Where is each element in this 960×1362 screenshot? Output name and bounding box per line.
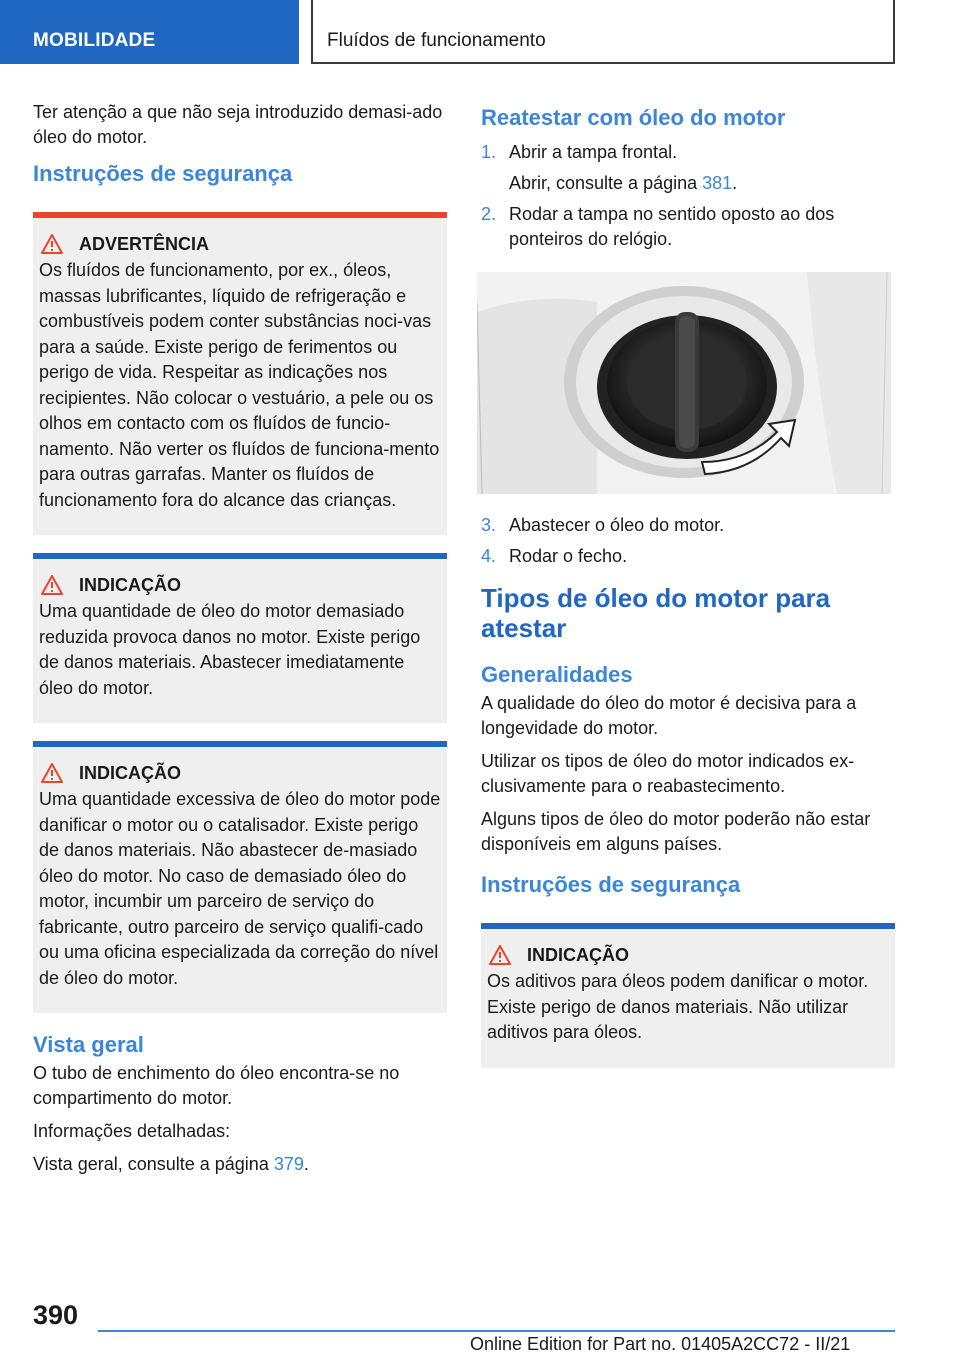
overview-text: O tubo de enchimento do óleo encontra-se no compartimento do motor. xyxy=(33,1063,400,1108)
oil-cap-illustration xyxy=(477,272,891,494)
caution-triangle-icon xyxy=(41,575,63,595)
edition-text: Online Edition for Part no. 01405A2CC72 - II/21 xyxy=(470,1334,851,1354)
page-number: 390 xyxy=(33,1300,79,1330)
warning-box xyxy=(33,212,447,535)
step-number: 2. xyxy=(481,204,497,224)
warning-title xyxy=(39,232,441,256)
overview-ref-suffix: . xyxy=(303,1154,309,1174)
note-box-2 xyxy=(33,741,447,1013)
note-title-text-1: INDICAÇÃO xyxy=(79,575,181,595)
overview-heading: Vista geral xyxy=(33,1032,144,1057)
general-heading: Generalidades xyxy=(481,662,633,687)
general-paragraph-3: Alguns tipos de óleo do motor poderão não estar disponíveis em alguns países. xyxy=(481,809,871,854)
warning-title-text: ADVERTÊNCIA xyxy=(79,234,210,254)
note-box-3 xyxy=(481,923,895,1068)
step-item xyxy=(481,513,895,538)
oil-types-heading: Tipos de óleo do motor para atestar xyxy=(481,583,831,643)
section-tab xyxy=(0,0,299,64)
note-title-1 xyxy=(39,573,441,597)
step-text: Rodar o fecho. xyxy=(509,546,628,566)
note-text-3: Os aditivos para óleos podem danificar o motor. Existe perigo de danos materiais. Não utilizar aditivos para óleos. xyxy=(487,971,869,1042)
left-column xyxy=(33,100,447,1185)
refill-heading: Reatestar com óleo do motor xyxy=(481,105,786,130)
step-sub-prefix: Abrir, consulte a página xyxy=(509,173,703,193)
step-item xyxy=(481,544,895,569)
step-subtext xyxy=(509,171,737,196)
refill-steps xyxy=(481,140,895,252)
overview-ref-prefix: Vista geral, consulte a página xyxy=(33,1154,274,1174)
page-link-381[interactable]: 381 xyxy=(702,173,733,193)
overview-reference xyxy=(33,1152,447,1177)
intro-text: Ter atenção a que não seja introduzido demasi-ado óleo do motor. xyxy=(33,102,443,147)
step-number: 4. xyxy=(481,546,497,566)
step-number: 1. xyxy=(481,142,497,162)
safety-heading-right: Instruções de segurança xyxy=(481,872,741,897)
general-paragraph-1: A qualidade do óleo do motor é decisiva para a longevidade do motor. xyxy=(481,693,857,738)
step-text: Rodar a tampa no sentido oposto ao dos ponteiros do relógio. xyxy=(509,204,835,249)
step-sub-suffix: . xyxy=(732,173,738,193)
step-item xyxy=(481,202,895,252)
note-title-3 xyxy=(487,943,889,967)
general-paragraph-2: Utilizar os tipos de óleo do motor indicados ex-clusivamente para o reabastecimento. xyxy=(481,751,855,796)
details-label: Informações detalhadas: xyxy=(33,1121,231,1141)
note-text-2: Uma quantidade excessiva de óleo do motor pode danificar o motor ou o catalisador. Existe perigo de danos materiais. Não abastecer de-masiado óleo do motor. No caso de demasiado óleo do motor, incumbir um parceiro de serviço do fabricante, outro parceiro de serviço qualifi-cado ou uma oficina especializada da correção do nível de óleo do motor. xyxy=(39,789,441,988)
note-title-text-3: INDICAÇÃO xyxy=(527,945,629,965)
section-title: MOBILIDADE xyxy=(33,30,156,51)
chapter-header xyxy=(311,0,895,64)
refill-steps-continued xyxy=(481,513,895,569)
caution-triangle-icon xyxy=(489,945,511,965)
step-text: Abrir a tampa frontal. xyxy=(509,142,678,162)
chapter-title: Fluídos de funcionamento xyxy=(327,30,546,51)
caution-triangle-icon xyxy=(41,763,63,783)
right-column xyxy=(481,100,895,1086)
footer-divider xyxy=(98,1330,895,1332)
step-item xyxy=(481,140,895,196)
warning-triangle-icon xyxy=(41,234,63,254)
note-text-1: Uma quantidade de óleo do motor demasiado reduzida provoca danos no motor. Existe perigo de danos materiais. Abastecer imediatamente óleo do motor. xyxy=(39,601,421,698)
warning-text: Os fluídos de funcionamento, por ex., óleos, massas lubrificantes, líquido de refrigeração e combustíveis podem conter substâncias noci-vas para a saúde. Existe perigo de ferimentos ou perigo de vida. Respeitar as indicações nos recipientes. Não colocar o vestuário, a pele ou os olhos em contacto com os fluídos de funcio-namento. Não verter os fluídos de funciona-mento para outras garrafas. Manter os fluídos de funcionamento fora do alcance das crianças. xyxy=(39,260,440,510)
note-box-1 xyxy=(33,553,447,723)
step-text: Abastecer o óleo do motor. xyxy=(509,515,725,535)
step-number: 3. xyxy=(481,515,497,535)
note-title-text-2: INDICAÇÃO xyxy=(79,763,181,783)
page-link-379[interactable]: 379 xyxy=(273,1154,304,1174)
note-title-2 xyxy=(39,761,441,785)
safety-heading-left: Instruções de segurança xyxy=(33,161,293,186)
